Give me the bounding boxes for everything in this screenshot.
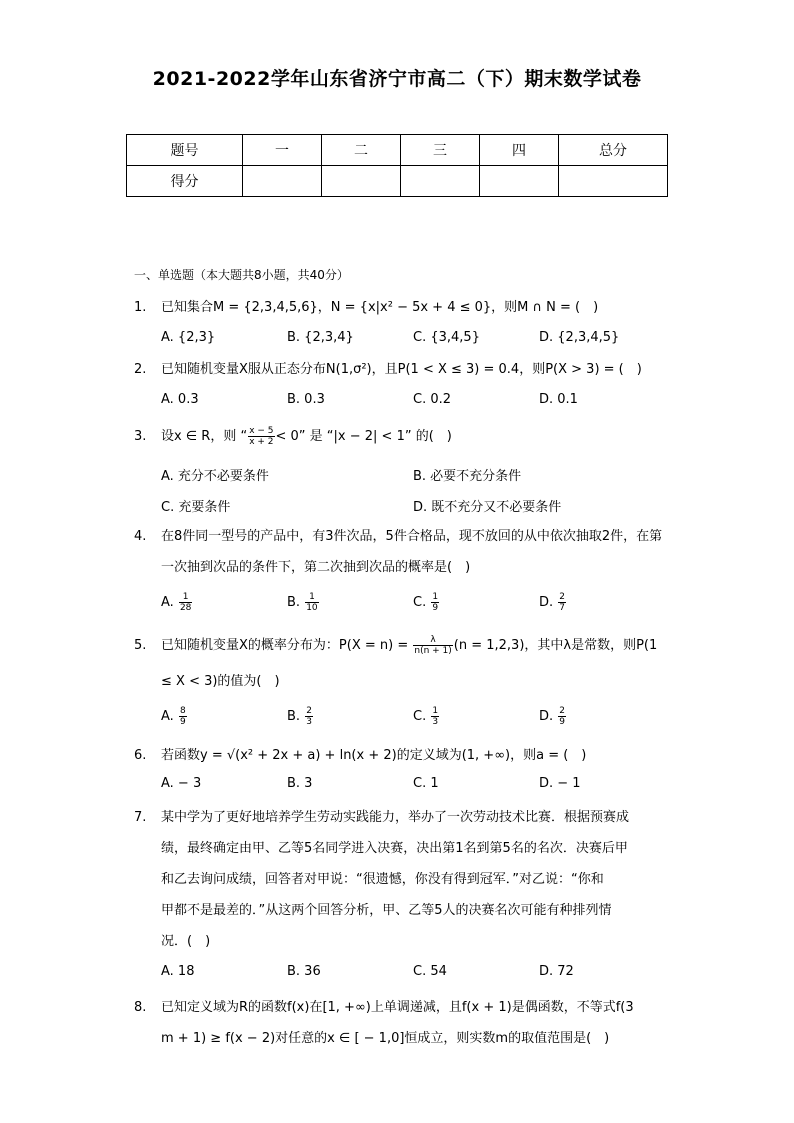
header-cell: 四	[480, 135, 559, 166]
question-number: 4.	[134, 529, 147, 544]
option-label: C.	[413, 709, 427, 724]
question-stem-continued: ≤ X < 3)的值为( )	[161, 674, 280, 689]
question-stem	[161, 802, 671, 957]
stem-text: 设x ∈ R，则 “	[161, 429, 248, 444]
header-cell: 三	[401, 135, 480, 166]
option-label: A.	[161, 709, 174, 724]
option-a[interactable]	[161, 592, 193, 613]
option-c[interactable]: C. 54	[413, 964, 447, 979]
score-cell	[559, 166, 668, 197]
question-number: 8.	[134, 1000, 147, 1015]
fraction-numerator: x − 5	[249, 426, 274, 436]
stem-text: < 0” 是 “|x − 2| < 1” 的( )	[275, 429, 452, 444]
score-cell	[480, 166, 559, 197]
option-c[interactable]	[413, 706, 440, 727]
exam-title: 2021-2022学年山东省济宁市高二（下）期末数学试卷	[152, 68, 642, 90]
fraction-denominator: 3	[306, 717, 312, 727]
fraction-numerator: 2	[559, 706, 566, 716]
question-stem: 若函数y = √(x² + 2x + a) + ln(x + 2)的定义域为(1, +∞)，则a = ( )	[161, 748, 587, 763]
option-b[interactable]: B. 0.3	[287, 392, 325, 407]
option-d[interactable]: D. − 1	[539, 776, 581, 791]
question-stem	[161, 421, 671, 452]
stem-line: 已知定义域为R的函数f(x)在[1, +∞)上单调递减，且f(x + 1)是偶函数，不等式f(3	[161, 1000, 634, 1015]
stem-line: m + 1) ≥ f(x − 2)对任意的x ∈ [ − 1,0]恒成立，则实数m的取值范围是( )	[161, 1031, 610, 1046]
score-row-label: 得分	[127, 166, 243, 197]
fraction-numerator: 1	[432, 706, 439, 716]
fraction-numerator: λ	[413, 635, 452, 646]
option-a[interactable]: A. 充分不必要条件	[161, 469, 269, 484]
question-number: 3.	[134, 429, 147, 444]
score-cell	[243, 166, 322, 197]
option-d[interactable]	[539, 592, 567, 613]
fraction	[431, 706, 439, 727]
option-d[interactable]: D. 0.1	[539, 392, 578, 407]
stem-line: 和乙去询问成绩，回答者对甲说：“很遗憾，你没有得到冠军．”对乙说：“你和	[161, 872, 604, 887]
fraction-numerator: 2	[306, 706, 312, 716]
option-c[interactable]: C. 充要条件	[161, 500, 231, 515]
option-a[interactable]: A. 18	[161, 964, 195, 979]
option-label: D.	[539, 595, 554, 610]
question-number: 6.	[134, 748, 147, 763]
fraction-numerator: 8	[179, 706, 186, 716]
score-table-header-row	[127, 135, 668, 166]
fraction-denominator: 28	[179, 603, 192, 613]
question-stem: 已知随机变量X服从正态分布N(1,σ²)，且P(1 < X ≤ 3) = 0.4，则P(X > 3) = ( )	[161, 362, 642, 377]
option-label: D.	[539, 709, 554, 724]
option-d[interactable]: D. 72	[539, 964, 574, 979]
header-cell: 一	[243, 135, 322, 166]
stem-line: 某中学为了更好地培养学生劳动实践能力，举办了一次劳动技术比赛．根据预赛成	[161, 810, 630, 825]
option-b[interactable]	[287, 706, 314, 727]
option-b[interactable]: B. 36	[287, 964, 321, 979]
option-a[interactable]: A. {2,3}	[161, 330, 216, 345]
stem-line: 绩，最终确定由甲、乙等5名同学进入决赛，决出第1名到第5名的名次．决赛后甲	[161, 841, 628, 856]
score-table	[126, 134, 668, 197]
question-stem	[161, 992, 671, 1054]
fraction	[413, 635, 452, 656]
fraction	[431, 592, 439, 613]
question-stem: 已知集合M = {2,3,4,5,6}，N = {x|x² − 5x + 4 ≤ 0}，则M ∩ N = ( )	[161, 300, 599, 315]
header-cell: 总分	[559, 135, 668, 166]
score-cell	[322, 166, 401, 197]
fraction-numerator: 1	[432, 592, 439, 602]
option-b[interactable]	[287, 592, 320, 613]
fraction-numerator: 1	[305, 592, 318, 603]
fraction	[248, 426, 274, 447]
option-label: C.	[413, 595, 427, 610]
stem-text: 已知随机变量X的概率分布为：P(X = n) =	[161, 638, 409, 653]
stem-text: (n = 1,2,3)，其中λ是常数，则P(1	[453, 638, 658, 653]
option-c[interactable]: C. 0.2	[413, 392, 452, 407]
stem-line: 况．( )	[161, 934, 211, 949]
question-stem	[161, 630, 671, 661]
fraction	[305, 706, 313, 727]
option-label: A.	[161, 595, 174, 610]
question-number: 2.	[134, 362, 147, 377]
option-c[interactable]	[413, 592, 440, 613]
score-table-score-row	[127, 166, 668, 197]
fraction-denominator: 10	[306, 603, 318, 613]
fraction	[179, 592, 192, 613]
fraction-denominator: 9	[559, 717, 566, 727]
option-a[interactable]: A. 0.3	[161, 392, 199, 407]
question-number: 5.	[134, 638, 147, 653]
header-cell: 二	[322, 135, 401, 166]
option-d[interactable]: D. 既不充分又不必要条件	[413, 500, 562, 515]
option-d[interactable]	[539, 706, 567, 727]
option-c[interactable]: C. {3,4,5}	[413, 330, 480, 345]
fraction-denominator: x + 2	[249, 437, 274, 447]
question-stem: 在8件同一型号的产品中，有3件次品，5件合格品，现不放回的从中依次抽取2件，在第一次抽到次品的条件下，第二次抽到次品的概率是( )	[161, 529, 663, 575]
fraction	[179, 706, 187, 727]
section-heading: 一、单选题（本大题共8小题，共40分）	[134, 268, 349, 282]
option-a[interactable]	[161, 706, 188, 727]
fraction	[558, 706, 566, 727]
option-b[interactable]: B. {2,3,4}	[287, 330, 354, 345]
question-number: 1.	[134, 300, 147, 315]
option-d[interactable]: D. {2,3,4,5}	[539, 330, 620, 345]
score-cell	[401, 166, 480, 197]
option-label: B.	[287, 595, 301, 610]
option-a[interactable]: A. − 3	[161, 776, 202, 791]
stem-line: 甲都不是最差的．”从这两个回答分析，甲、乙等5人的决赛名次可能有种排列情	[161, 903, 612, 918]
fraction-numerator: 2	[559, 592, 566, 602]
fraction-numerator: 1	[179, 592, 192, 603]
option-b[interactable]: B. 3	[287, 776, 313, 791]
fraction-denominator: 9	[179, 717, 186, 727]
question-number: 7.	[134, 810, 147, 825]
option-b[interactable]: B. 必要不充分条件	[413, 469, 522, 484]
fraction-denominator: n(n + 1)	[414, 646, 452, 656]
fraction-denominator: 3	[432, 717, 439, 727]
option-label: B.	[287, 709, 301, 724]
header-cell: 题号	[127, 135, 243, 166]
option-c[interactable]: C. 1	[413, 776, 439, 791]
fraction	[305, 592, 318, 613]
fraction	[558, 592, 566, 613]
fraction-denominator: 9	[432, 603, 439, 613]
fraction-denominator: 7	[559, 603, 566, 613]
